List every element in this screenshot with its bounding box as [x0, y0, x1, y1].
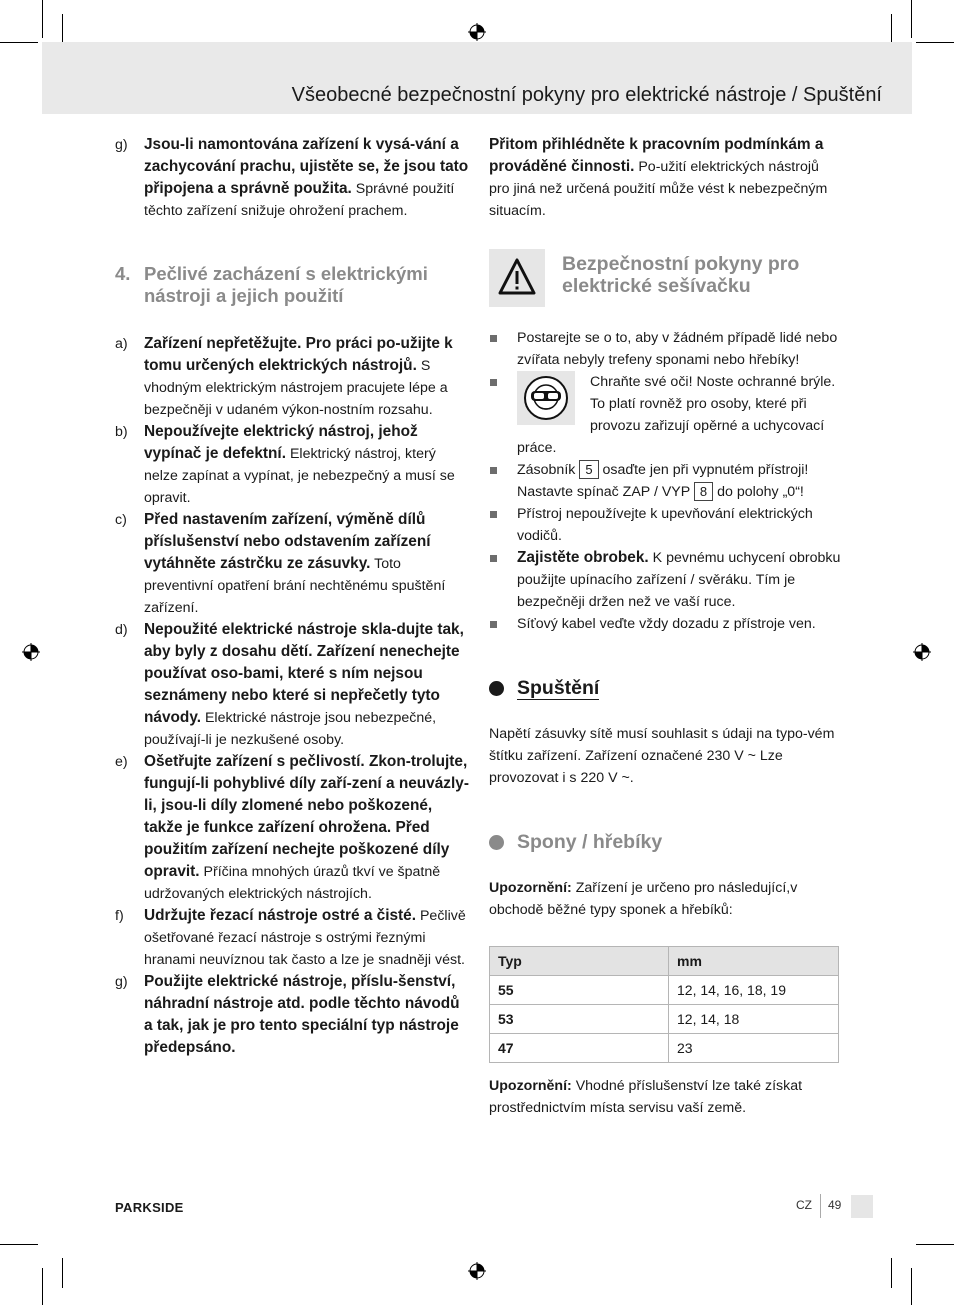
item-bold-text: Nepoužité elektrické nástroje skla-dujte tak, aby byly z dosahu dětí. Zařízení nenechejte používat oso-bami, které s ním nejsou seznámeny nebo které si nepřečetly tyto návody.: [144, 621, 464, 726]
bullet-text: osaďte jen při vypnutém přístroji! Nastavte spínač ZAP / VYP: [517, 462, 809, 500]
item-label: g): [115, 137, 128, 153]
crop-mark: [891, 1258, 892, 1288]
item-text: Elektrické nástroje jsou nebezpečné, používají-li je nezkušené osoby.: [144, 710, 437, 748]
item-bold-text: Před nastavením zařízení, výměně dílů příslušenství nebo odstavením zařízení vytáhněte zástrčku ze zásuvky.: [144, 511, 431, 572]
table-cell: 12, 14, 16, 18, 19: [669, 976, 839, 1005]
item-label: c): [115, 512, 127, 528]
item-bold-text: Udržujte řezací nástroje ostré a čisté.: [144, 907, 417, 924]
bullet-square-icon: [490, 379, 497, 386]
crop-mark: [62, 1258, 63, 1288]
bullet-text: Přístroj nepoužívejte k upevňování elektrických vodičů.: [517, 506, 813, 544]
crop-mark: [42, 1268, 43, 1305]
crop-mark: [911, 0, 912, 38]
section-title: Spuštění: [517, 677, 600, 699]
note-paragraph: [489, 1075, 841, 1119]
registration-mark-icon: [913, 643, 931, 661]
bullet-text: Chraňte své oči! Noste ochranné brýle. To platí rovněž pro osoby, které při provozu zařizují opěrné a uchycovací práce.: [517, 374, 836, 456]
section-title: Pečlivé zacházení s elektrickými nástroji a jejich použití: [144, 263, 428, 306]
bullet-square-icon: [490, 511, 497, 518]
section-heading: [489, 677, 841, 699]
item-text: Příčina mnohých úrazů tkví ve špatně udržovaných elektrických nástrojích.: [144, 864, 441, 902]
safety-goggles-icon: [517, 371, 575, 425]
table-row: [490, 1034, 839, 1063]
note-label: Upozornění:: [489, 880, 572, 896]
footer-tab-box: [851, 1195, 873, 1218]
list-item: [115, 905, 470, 971]
item-label: e): [115, 754, 128, 770]
part-number-badge: 5: [579, 460, 598, 479]
bullet-text: Síťový kabel veďte vždy dozadu z přístroje ven.: [517, 616, 816, 632]
warning-title: Bezpečnostní pokyny pro elektrické sešívačku: [562, 253, 800, 297]
registration-mark-icon: [22, 643, 40, 661]
section-number: 4.: [115, 263, 131, 284]
item-label: a): [115, 336, 128, 352]
bullet-square-icon: [490, 335, 497, 342]
language-code: CZ: [796, 1198, 812, 1212]
part-number-badge: 8: [694, 482, 713, 501]
bullet-square-icon: [490, 621, 497, 628]
bullet-item: [489, 503, 841, 547]
item-text: S vhodným elektrickým nástrojem pracujete lépe a bezpečněji v udaném výkon-nostním rozsahu.: [144, 358, 448, 418]
registration-mark-icon: [468, 1262, 486, 1280]
table-header-row: [490, 947, 839, 976]
list-item: [115, 333, 470, 421]
crop-mark: [916, 42, 954, 43]
crop-mark: [891, 14, 892, 44]
bullet-item: [489, 613, 841, 635]
crop-mark: [42, 0, 43, 38]
table-cell: 12, 14, 18: [669, 1005, 839, 1034]
left-column: [115, 134, 470, 1059]
paragraph: Napětí zásuvky sítě musí souhlasit s údaji na typo-vém štítku zařízení. Zařízení označené 230 V ~ Lze provozovat i s 220 V ~.: [489, 726, 835, 786]
bullet-text: Zásobník: [517, 462, 576, 478]
item-bold-text: Ošetřujte zařízení s pečlivostí. Zkon-trolujte, fungují-li pohyblivé díly zaří-zení a neuvázly-li, jsou-li díly zlomené nebo poškozené, takže je funkce zařízení ohrožena. Před použitím zařízení nechejte poškozené díly opravit.: [144, 753, 469, 880]
right-column: [489, 134, 841, 1119]
brand-logo: PARKSIDE: [115, 1200, 184, 1215]
item-text: Toto preventivní opatření brání nechtěnému spuštění zařízení.: [144, 556, 446, 616]
bullet-square-icon: [490, 467, 497, 474]
bullet-item: [489, 327, 841, 371]
table-row: [490, 1005, 839, 1034]
continued-text: Po-užití elektrických nástrojů pro jiná než určená použití může vést k nebezpečným situacím.: [489, 159, 828, 219]
crop-mark: [916, 1244, 954, 1245]
goggles-icon-box: [517, 371, 575, 425]
bullet-dot-icon: [489, 835, 504, 850]
list-item: [115, 751, 470, 905]
item-label: d): [115, 622, 128, 638]
footer-divider: [820, 1194, 821, 1218]
table-header: Typ: [490, 947, 669, 976]
warning-triangle-icon: [489, 249, 545, 307]
page-title: Všeobecné bezpečnostní pokyny pro elektrické nástroje / Spuštění: [291, 84, 882, 106]
note-label: Upozornění:: [489, 1078, 572, 1094]
bullet-square-icon: [490, 555, 497, 562]
item-text: Správné použití těchto zařízení snižuje ohrožení prachem.: [144, 181, 455, 219]
table-header: mm: [669, 947, 839, 976]
table-cell: 47: [490, 1034, 669, 1063]
bullet-text: K pevnému uchycení obrobku použijte upínacího zařízení / svěráku. Tím je bezpečněji držen než ve vaší ruce.: [517, 550, 841, 610]
item-text: Pečlivě ošetřované řezací nástroje s ostrými řeznými hranami neuvíznou tak často a lze je snadněji vést.: [144, 908, 466, 968]
bullet-item: [489, 547, 841, 613]
page-number: 49: [828, 1198, 842, 1212]
crop-mark: [0, 42, 38, 43]
bullet-item: [489, 371, 841, 459]
section-title: Spony / hřebíky: [517, 831, 663, 853]
note-text: Vhodné příslušenství lze také získat prostřednictvím místa servisu vaší země.: [489, 1078, 803, 1116]
table-cell: 23: [669, 1034, 839, 1063]
list-item: [115, 509, 470, 619]
continued-paragraph: [489, 134, 841, 222]
staple-types-table: [489, 946, 839, 1063]
bullet-text: Postarejte se o to, aby v žádném případě lidé nebo zvířata nebyly trefeny sponami nebo hřebíky!: [517, 330, 838, 368]
item-bold-text: Zařízení nepřetěžujte. Pro práci po-užijte k tomu určených elektrických nástrojů.: [144, 335, 453, 374]
section-heading: [489, 831, 841, 853]
bullet-bold-text: Zajistěte obrobek.: [517, 549, 649, 566]
registration-mark-icon: [468, 23, 486, 41]
crop-mark: [62, 14, 63, 44]
bullet-item: [489, 459, 841, 503]
note-paragraph: [489, 877, 841, 921]
crop-mark: [911, 1268, 912, 1305]
continued-bold-text: Přitom přihlédněte k pracovním podmínkám a prováděné činnosti.: [489, 136, 824, 175]
warning-icon-box: [489, 249, 545, 307]
crop-mark: [0, 1244, 38, 1245]
section-heading: [115, 263, 470, 307]
bullet-dot-icon: [489, 681, 504, 696]
note-text: Zařízení je určeno pro následující,v obchodě běžné typy sponek a hřebíků:: [489, 880, 798, 918]
item-bold-text: Použijte elektrické nástroje, příslu-šenství, náhradní nástroje atd. podle těchto návodů a tak, jak je pro tento speciální typ nástroje předepsáno.: [144, 973, 460, 1056]
item-label: f): [115, 908, 124, 924]
warning-heading: [489, 249, 841, 307]
item-text: Elektrický nástroj, který nelze zapínat a vypínat, je nebezpečný a musí se opravit.: [144, 446, 455, 506]
list-item: [115, 619, 470, 751]
list-item: [115, 421, 470, 509]
table-row: [490, 976, 839, 1005]
bullet-text: do polohy „0“!: [717, 484, 804, 500]
item-label: b): [115, 424, 128, 440]
item-bold-text: Nepoužívejte elektrický nástroj, jehož vypínač je defektní.: [144, 423, 418, 462]
item-bold-text: Jsou-li namontována zařízení k vysá-vání a zachycování prachu, ujistěte se, že jsou tato připojena a správně použita.: [144, 136, 469, 197]
list-item: [115, 134, 470, 222]
list-item: [115, 971, 470, 1059]
table-cell: 53: [490, 1005, 669, 1034]
table-cell: 55: [490, 976, 669, 1005]
item-label: g): [115, 974, 128, 990]
